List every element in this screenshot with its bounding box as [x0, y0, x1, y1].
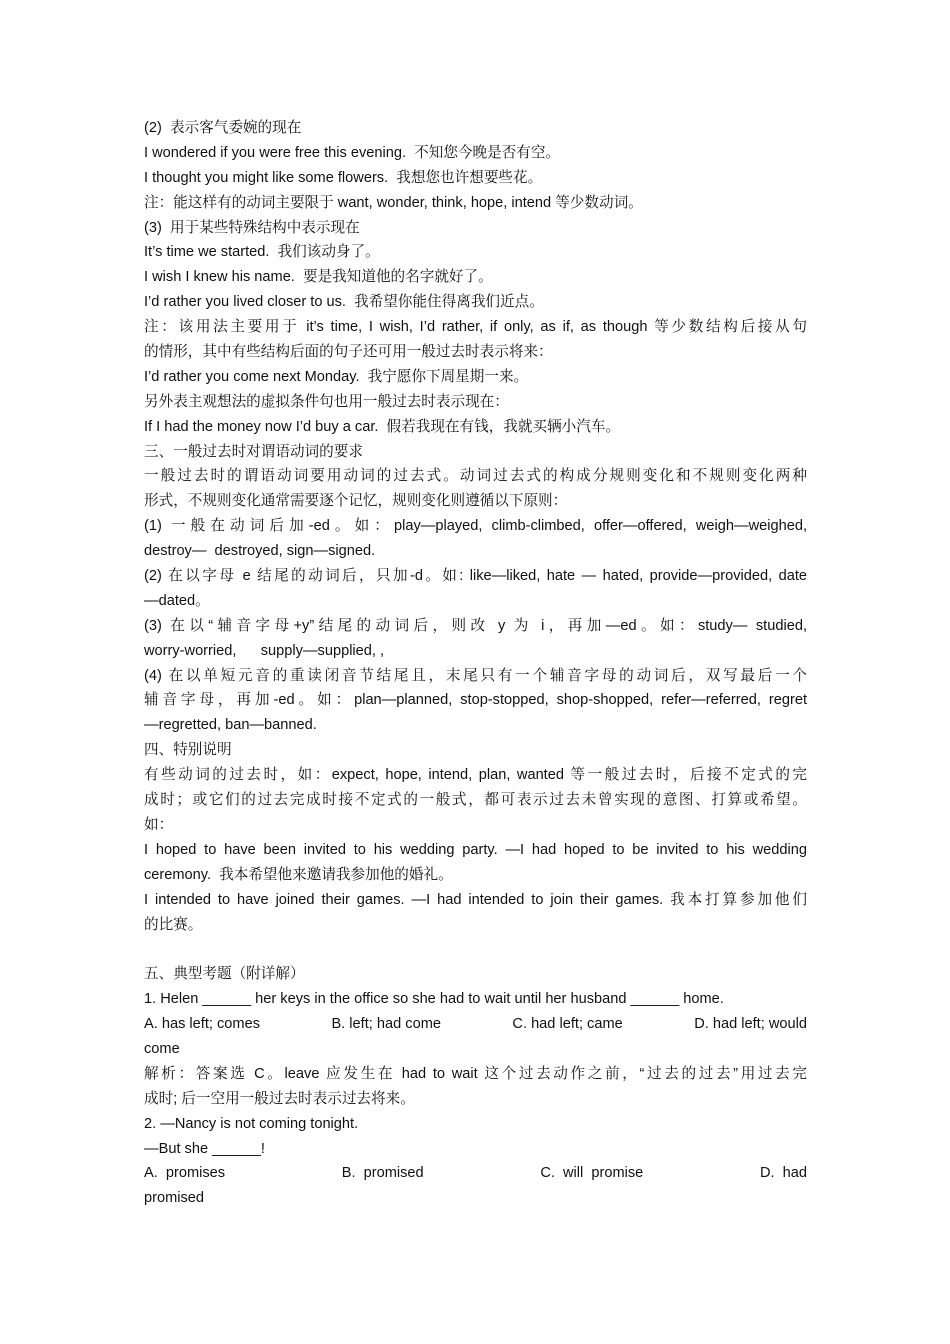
q2-option-d: D. had [759, 1165, 807, 1182]
text-line: I intended to have joined their games. —I had intended to join their games. 我本打算参加他们 [144, 891, 807, 908]
text-line: I’d rather you come next Monday. 我宁愿你下周星期一来。 [144, 368, 529, 385]
text-line: 成时; 后一空用一般过去时表示过去将来。 [144, 1090, 415, 1107]
text-line: (3) 在以“辅音字母+y”结尾的动词后，则改 y 为 i，再加—ed。如：study— studied, [144, 617, 807, 634]
text-line: (4) 在以单短元音的重读闭音节结尾且，末尾只有一个辅音字母的动词后，双写最后一个 [144, 667, 807, 684]
section-heading: 三、一般过去时对谓语动词的要求 [144, 443, 363, 460]
text-line: worry-worried, supply—supplied, , [144, 642, 385, 659]
text-line: —But she ______! [144, 1140, 265, 1157]
text-line: 的比赛。 [144, 916, 203, 933]
text-line: destroy— destroyed, sign—signed. [144, 543, 376, 560]
question-1-options [144, 1012, 807, 1037]
text-line: It’s time we started. 我们该动身了。 [144, 244, 380, 261]
text-line: 一般过去时的谓语动词要用动词的过去式。动词过去式的构成分规则变化和不规则变化两种 [144, 468, 807, 485]
text-line: 有些动词的过去时，如：expect, hope, intend, plan, wanted 等一般过去时，后接不定式的完 [144, 767, 807, 784]
section-heading: 四、特别说明 [144, 742, 232, 759]
q1-option-c: C. had left; came [512, 1016, 623, 1033]
text-line: I wondered if you were free this evening. 不知您今晚是否有空。 [144, 144, 561, 161]
text-line: I hoped to have been invited to his wedding party. —I had hoped to be invited to his wedding [144, 841, 807, 858]
text-line: promised [144, 1190, 205, 1207]
document-page [144, 116, 807, 1211]
q1-option-a: A. has left; comes [144, 1016, 260, 1033]
text-line: 辅音字母，再加-ed。如：plan—planned, stop-stopped, shop-shopped, refer—referred, regret [144, 692, 807, 709]
text-line: I wish I knew his name. 要是我知道他的名字就好了。 [144, 269, 493, 286]
text-line: 形式，不规则变化通常需要逐个记忆，规则变化则遵循以下原则： [144, 493, 568, 510]
text-line: come [144, 1040, 180, 1057]
text-line: (2) 在以字母 e 结尾的动词后，只加-d。如: like—liked, hate — hated, provide—provided, date [144, 568, 807, 585]
text-line: —regretted, ban—banned. [144, 717, 317, 734]
text-line: I thought you might like some flowers. 我想您也许想要些花。 [144, 169, 543, 186]
text-line: ceremony. 我本希望他来邀请我参加他的婚礼。 [144, 866, 453, 883]
q1-option-d: D. had left; would [694, 1016, 807, 1033]
text-line: 的情形，其中有些结构后面的句子还可用一般过去时表示将来： [144, 344, 553, 361]
text-line: (2) 表示客气委婉的现在 [144, 120, 302, 136]
text-line: —dated。 [144, 592, 210, 609]
text-line: If I had the money now I’d buy a car. 假若我现在有钱，我就买辆小汽车。 [144, 418, 621, 435]
question-1: 1. Helen ______ her keys in the office so she had to wait until her husband ______ home. [144, 991, 724, 1008]
text-line: 解析：答案选 C。leave 应发生在 had to wait 这个过去动作之前，“过去的过去”用过去完 [144, 1065, 807, 1082]
text-line: (3) 用于某些特殊结构中表示现在 [144, 219, 360, 236]
text-line: 注：该用法主要用于 it’s time, I wish, I’d rather, if only, as if, as though 等少数结构后接从句 [144, 319, 807, 336]
text-line: 成时；或它们的过去完成时接不定式的一般式，都可表示过去未曾实现的意图、打算或希望。 [144, 792, 807, 809]
q2-option-b: B. promised [341, 1165, 424, 1182]
text-line: 如： [144, 816, 174, 833]
text-line: (1) 一般在动词后加-ed。如：play—played, climb-climbed, offer—offered, weigh—weighed, [144, 518, 807, 535]
text-line: 另外表主观想法的虚拟条件句也用一般过去时表示现在： [144, 393, 509, 410]
blank-line [144, 937, 807, 962]
text-line: 注：能这样有的动词主要限于 want, wonder, think, hope, intend 等少数动词。 [144, 194, 643, 211]
q1-option-b: B. left; had come [331, 1016, 441, 1033]
question-2: 2. —Nancy is not coming tonight. [144, 1115, 359, 1132]
text-line: I’d rather you lived closer to us. 我希望你能住得离我们近点。 [144, 294, 544, 311]
q2-option-a: A. promises [144, 1165, 226, 1182]
q2-option-c: C. will promise [540, 1165, 644, 1182]
question-2-options [144, 1161, 807, 1186]
section-heading: 五、典型考题（附详解） [144, 966, 305, 983]
